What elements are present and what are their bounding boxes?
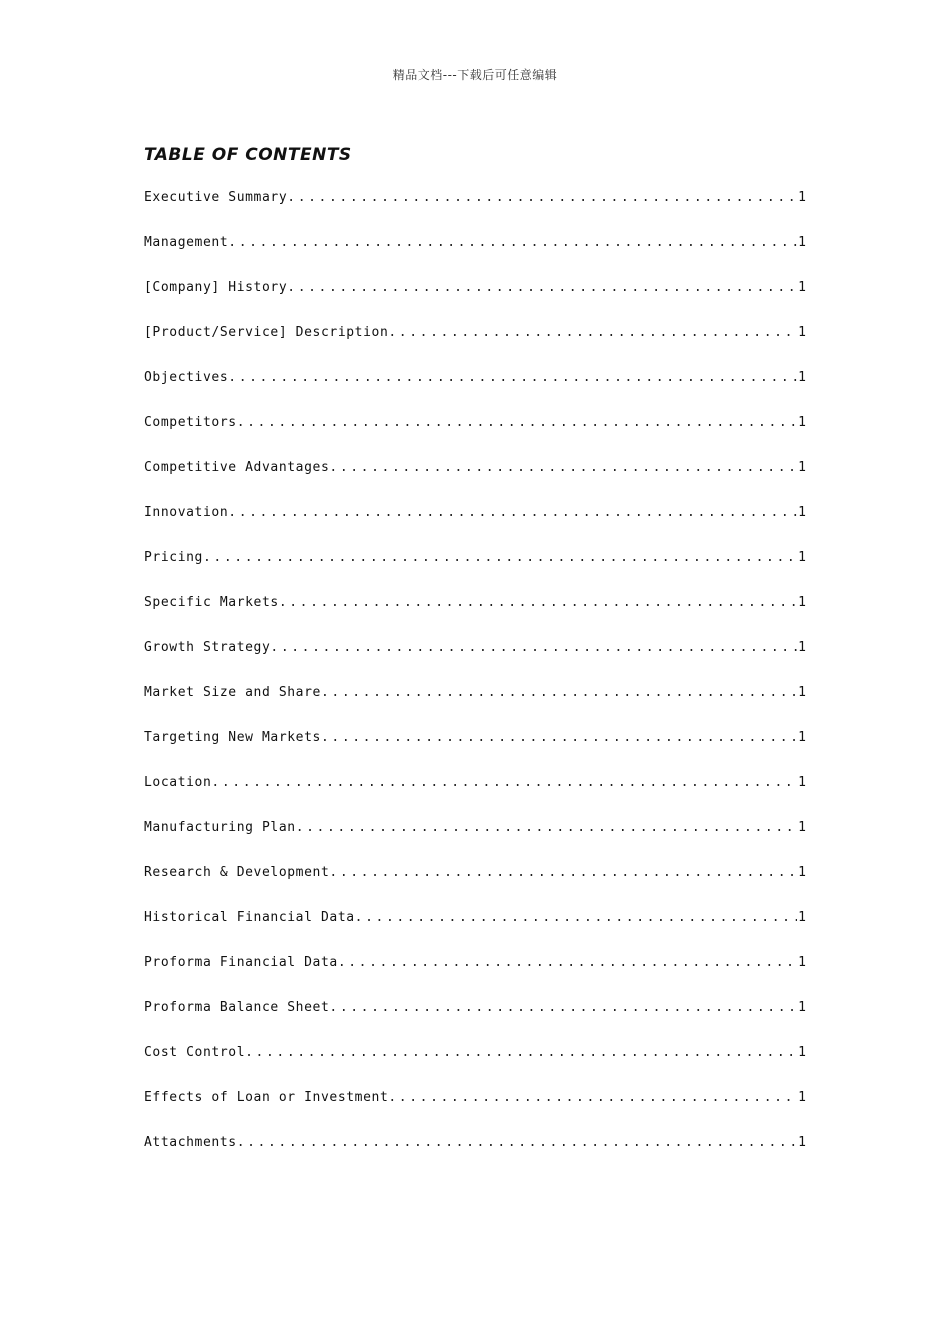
toc-entry-label: Targeting New Markets bbox=[144, 730, 321, 745]
toc-entry-label: Market Size and Share bbox=[144, 685, 321, 700]
toc-entry[interactable] bbox=[144, 638, 806, 683]
toc-page-number: 1 bbox=[798, 370, 806, 385]
toc-entry-label: Effects of Loan or Investment bbox=[144, 1090, 389, 1105]
toc-entry[interactable] bbox=[144, 728, 806, 773]
toc-entry[interactable] bbox=[144, 998, 806, 1043]
toc-dot-leader bbox=[296, 818, 797, 838]
toc-entry[interactable] bbox=[144, 323, 806, 368]
toc-entry[interactable] bbox=[144, 683, 806, 728]
toc-entry[interactable] bbox=[144, 278, 806, 323]
toc-dot-leader bbox=[228, 233, 797, 253]
toc-dot-leader bbox=[329, 458, 797, 478]
toc-page-number: 1 bbox=[798, 1000, 806, 1015]
toc-entry[interactable] bbox=[144, 773, 806, 818]
toc-entry[interactable] bbox=[144, 413, 806, 458]
toc-dot-leader bbox=[245, 1043, 797, 1063]
toc-entry[interactable] bbox=[144, 458, 806, 503]
toc-entry[interactable] bbox=[144, 1133, 806, 1178]
page-header: 精品文档---下载后可任意编辑 bbox=[392, 68, 558, 82]
toc-dot-leader bbox=[287, 278, 797, 298]
toc-entry-label: Management bbox=[144, 235, 229, 250]
toc-dot-leader bbox=[211, 773, 797, 793]
toc-entry[interactable] bbox=[144, 233, 806, 278]
toc-entry-label: Proforma Financial Data bbox=[144, 955, 338, 970]
toc-dot-leader bbox=[338, 953, 797, 973]
toc-page-number: 1 bbox=[798, 235, 806, 250]
toc-dot-leader bbox=[228, 368, 797, 388]
toc-page-number: 1 bbox=[798, 280, 806, 295]
toc-list bbox=[144, 188, 806, 1178]
toc-entry-label: Objectives bbox=[144, 370, 229, 385]
toc-entry[interactable] bbox=[144, 1088, 806, 1133]
toc-entry[interactable] bbox=[144, 953, 806, 998]
toc-entry-label: [Company] History bbox=[144, 280, 288, 295]
toc-page-number: 1 bbox=[798, 190, 806, 205]
toc-entry-label: Competitors bbox=[144, 415, 237, 430]
toc-dot-leader bbox=[388, 1088, 797, 1108]
toc-page-number: 1 bbox=[798, 865, 806, 880]
toc-page-number: 1 bbox=[798, 505, 806, 520]
toc-entry-label: Manufacturing Plan bbox=[144, 820, 296, 835]
toc-entry-label: Location bbox=[144, 775, 212, 790]
toc-dot-leader bbox=[237, 413, 797, 433]
toc-dot-leader bbox=[355, 908, 798, 928]
toc-entry-label: Innovation bbox=[144, 505, 229, 520]
toc-entry[interactable] bbox=[144, 188, 806, 233]
toc-page-number: 1 bbox=[798, 730, 806, 745]
toc-entry[interactable] bbox=[144, 1043, 806, 1088]
toc-page-number: 1 bbox=[798, 595, 806, 610]
toc-entry-label: Historical Financial Data bbox=[144, 910, 355, 925]
toc-dot-leader bbox=[237, 1133, 797, 1153]
toc-page-number: 1 bbox=[798, 775, 806, 790]
toc-page-number: 1 bbox=[798, 955, 806, 970]
toc-entry-label: Cost Control bbox=[144, 1045, 246, 1060]
toc-entry[interactable] bbox=[144, 818, 806, 863]
toc-page-number: 1 bbox=[798, 550, 806, 565]
toc-entry-label: [Product/Service] Description bbox=[144, 325, 389, 340]
toc-dot-leader bbox=[321, 728, 797, 748]
toc-entry-label: Executive Summary bbox=[144, 190, 288, 205]
toc-dot-leader bbox=[321, 683, 797, 703]
toc-entry-label: Pricing bbox=[144, 550, 203, 565]
toc-page-number: 1 bbox=[798, 1135, 806, 1150]
toc-dot-leader bbox=[203, 548, 797, 568]
toc-entry-label: Growth Strategy bbox=[144, 640, 271, 655]
toc-entry[interactable] bbox=[144, 863, 806, 908]
toc-title: TABLE OF CONTENTS bbox=[144, 145, 352, 165]
toc-entry-label: Attachments bbox=[144, 1135, 237, 1150]
toc-entry[interactable] bbox=[144, 548, 806, 593]
toc-entry[interactable] bbox=[144, 368, 806, 413]
toc-dot-leader bbox=[270, 638, 797, 658]
toc-entry-label: Proforma Balance Sheet bbox=[144, 1000, 330, 1015]
toc-dot-leader bbox=[388, 323, 797, 343]
toc-page-number: 1 bbox=[798, 820, 806, 835]
toc-entry[interactable] bbox=[144, 908, 806, 953]
toc-page-number: 1 bbox=[798, 910, 806, 925]
toc-page-number: 1 bbox=[798, 415, 806, 430]
toc-entry-label: Research & Development bbox=[144, 865, 330, 880]
toc-entry[interactable] bbox=[144, 503, 806, 548]
toc-page-number: 1 bbox=[798, 640, 806, 655]
toc-page-number: 1 bbox=[798, 1045, 806, 1060]
toc-dot-leader bbox=[279, 593, 797, 613]
toc-entry[interactable] bbox=[144, 593, 806, 638]
toc-page-number: 1 bbox=[798, 325, 806, 340]
toc-page-number: 1 bbox=[798, 685, 806, 700]
toc-dot-leader bbox=[228, 503, 797, 523]
toc-entry-label: Specific Markets bbox=[144, 595, 279, 610]
toc-page-number: 1 bbox=[798, 1090, 806, 1105]
toc-entry-label: Competitive Advantages bbox=[144, 460, 330, 475]
toc-dot-leader bbox=[329, 998, 797, 1018]
toc-page-number: 1 bbox=[798, 460, 806, 475]
toc-dot-leader bbox=[329, 863, 797, 883]
toc-dot-leader bbox=[287, 188, 797, 208]
